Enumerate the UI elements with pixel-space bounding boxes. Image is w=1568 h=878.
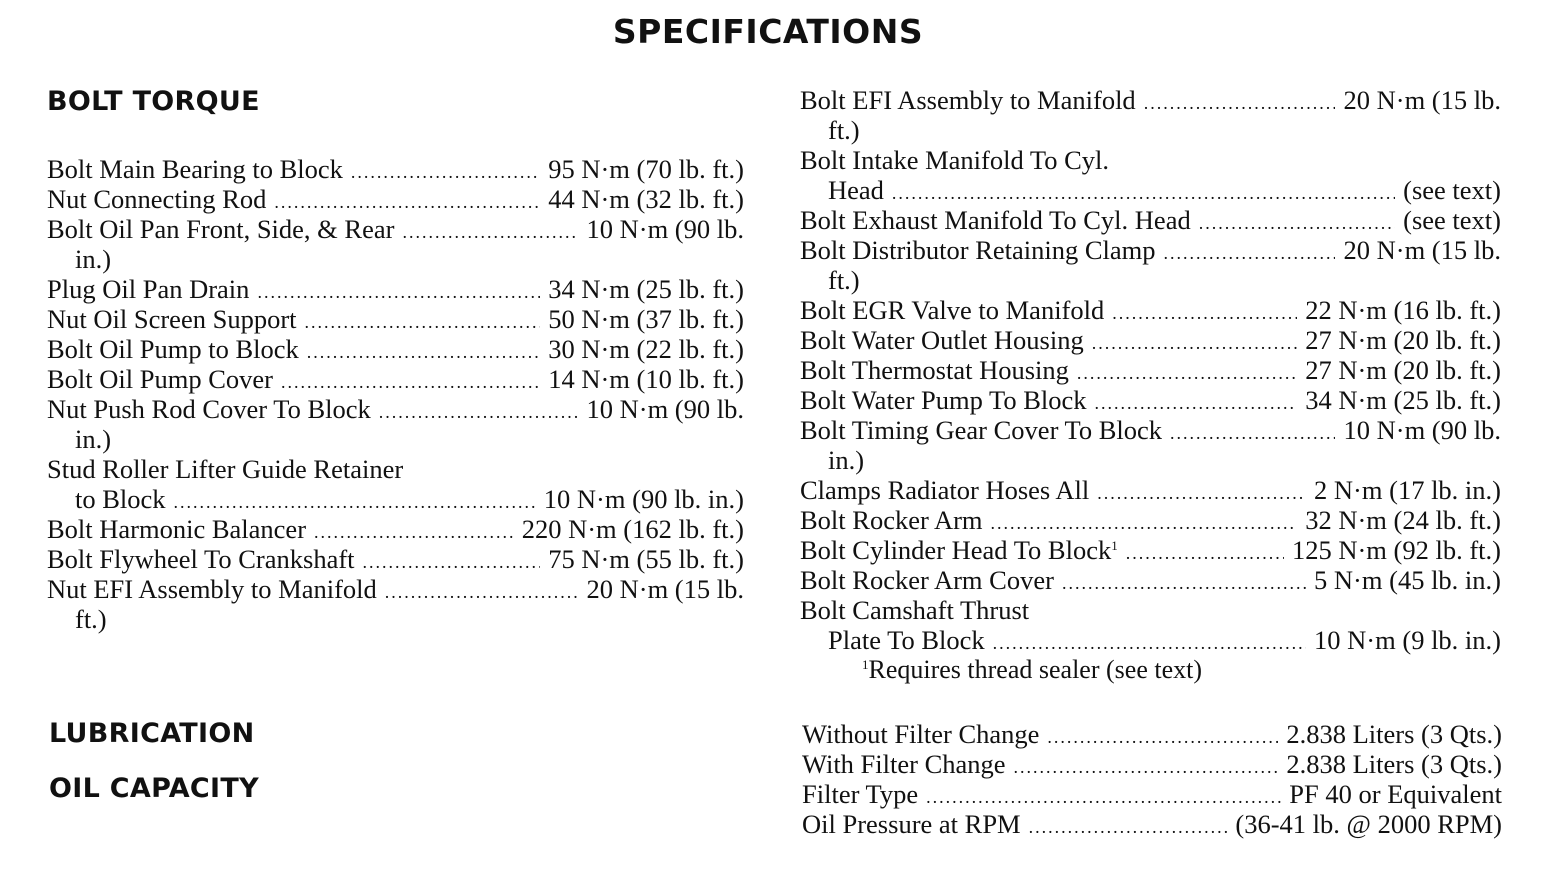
spec-label-text: Bolt Cylinder Head To Block <box>800 535 1112 565</box>
spec-label: Nut EFI Assembly to Manifold <box>47 574 377 604</box>
spec-value: 2.838 Liters (3 Qts.) <box>1286 749 1502 779</box>
spec-row <box>800 475 1501 505</box>
spec-label: Filter Type <box>802 779 919 809</box>
spec-value: (see text) <box>1403 205 1501 235</box>
spec-value: 20 N·m (15 lb. <box>1343 235 1501 265</box>
bolt-torque-heading: BOLT TORQUE <box>47 86 260 117</box>
spec-value: 10 N·m (90 lb. in.) <box>543 484 744 514</box>
spec-row <box>800 235 1501 265</box>
bolt-torque-left-column <box>47 154 744 634</box>
oil-capacity-column <box>802 719 1502 839</box>
spec-row <box>800 205 1501 235</box>
leader-dots <box>991 508 1298 538</box>
footnote <box>800 655 1501 685</box>
leader-dots <box>1126 538 1284 568</box>
leader-dots <box>379 397 579 427</box>
spec-value: (36-41 lb. @ 2000 RPM) <box>1235 809 1502 839</box>
leader-dots <box>926 782 1281 812</box>
spec-value-continuation: in.) <box>75 424 112 454</box>
leader-dots <box>1014 752 1279 782</box>
spec-value: 20 N·m (15 lb. <box>1343 85 1501 115</box>
spec-row <box>47 574 744 604</box>
leader-dots <box>1199 208 1395 238</box>
spec-row <box>802 749 1502 779</box>
spec-value: PF 40 or Equivalent <box>1289 779 1502 809</box>
spec-label: Bolt EGR Valve to Manifold <box>800 295 1105 325</box>
spec-row <box>47 364 744 394</box>
leader-dots <box>351 157 540 187</box>
spec-label: Plug Oil Pan Drain <box>47 274 250 304</box>
spec-label-line: Bolt Camshaft Thrust <box>800 595 1030 625</box>
spec-value: 2 N·m (17 lb. in.) <box>1314 475 1501 505</box>
spec-label: Nut Oil Screen Support <box>47 304 297 334</box>
leader-dots <box>1077 358 1297 388</box>
spec-label: Nut Connecting Rod <box>47 184 267 214</box>
leader-dots <box>1097 478 1306 508</box>
spec-row <box>800 355 1501 385</box>
spec-label-line: Stud Roller Lifter Guide Retainer <box>47 454 404 484</box>
spec-row <box>800 385 1501 415</box>
leader-dots <box>1164 238 1336 268</box>
spec-value-continuation: ft.) <box>828 115 860 145</box>
leader-dots <box>174 487 536 517</box>
leader-dots <box>314 517 514 547</box>
leader-dots <box>1144 88 1336 118</box>
spec-row <box>47 334 744 364</box>
footnote-text: Requires thread sealer (see text) <box>868 655 1203 684</box>
spec-label: Bolt Oil Pump Cover <box>47 364 274 394</box>
spec-row <box>800 505 1501 535</box>
leader-dots <box>363 547 541 577</box>
spec-value: 220 N·m (162 lb. ft.) <box>521 514 744 544</box>
spec-value: 32 N·m (24 lb. ft.) <box>1305 505 1501 535</box>
spec-label: Bolt Oil Pump to Block <box>47 334 299 364</box>
spec-label: Head <box>828 175 884 205</box>
spec-value: 20 N·m (15 lb. <box>586 574 744 604</box>
spec-label: Bolt Oil Pan Front, Side, & Rear <box>47 214 395 244</box>
spec-value: 10 N·m (90 lb. <box>1343 415 1501 445</box>
spec-value-continuation: ft.) <box>75 604 107 634</box>
spec-label: Bolt Distributor Retaining Clamp <box>800 235 1156 265</box>
spec-row <box>800 625 1501 655</box>
spec-value: 10 N·m (90 lb. <box>586 214 744 244</box>
spec-value-continuation: ft.) <box>828 265 860 295</box>
spec-row <box>47 484 744 514</box>
spec-row <box>800 85 1501 115</box>
spec-label: Bolt Flywheel To Crankshaft <box>47 544 355 574</box>
spec-label: Bolt Main Bearing to Block <box>47 154 343 184</box>
spec-value: 34 N·m (25 lb. ft.) <box>548 274 744 304</box>
leader-dots <box>892 178 1395 208</box>
spec-label: Nut Push Rod Cover To Block <box>47 394 371 424</box>
spec-row <box>47 214 744 244</box>
spec-label: Bolt Rocker Arm <box>800 505 983 535</box>
leader-dots <box>1170 418 1335 448</box>
spec-row <box>802 809 1502 839</box>
leader-dots <box>385 577 579 607</box>
spec-value: 30 N·m (22 lb. ft.) <box>548 334 744 364</box>
leader-dots <box>1047 722 1278 752</box>
leader-dots <box>1112 298 1297 328</box>
spec-row <box>800 415 1501 445</box>
oil-capacity-heading: OIL CAPACITY <box>49 773 259 804</box>
leader-dots <box>305 307 541 337</box>
spec-label: Bolt Exhaust Manifold To Cyl. Head <box>800 205 1191 235</box>
spec-label: Oil Pressure at RPM <box>802 809 1021 839</box>
leader-dots <box>307 337 540 367</box>
spec-value: 44 N·m (32 lb. ft.) <box>548 184 744 214</box>
spec-value-continuation: in.) <box>75 244 112 274</box>
spec-label <box>800 535 1118 565</box>
lubrication-heading: LUBRICATION <box>49 718 255 749</box>
leader-dots <box>1029 812 1228 842</box>
spec-label: Bolt Water Outlet Housing <box>800 325 1084 355</box>
leader-dots <box>1062 568 1306 598</box>
spec-value: 2.838 Liters (3 Qts.) <box>1286 719 1502 749</box>
leader-dots <box>1092 328 1298 358</box>
spec-value: 10 N·m (9 lb. in.) <box>1314 625 1501 655</box>
spec-row <box>800 565 1501 595</box>
spec-row <box>47 304 744 334</box>
spec-row <box>47 274 744 304</box>
spec-label: Without Filter Change <box>802 719 1040 749</box>
spec-label-line: Bolt Intake Manifold To Cyl. <box>800 145 1110 175</box>
spec-value: 50 N·m (37 lb. ft.) <box>548 304 744 334</box>
leader-dots <box>281 367 540 397</box>
leader-dots <box>993 628 1306 658</box>
spec-label: Bolt Timing Gear Cover To Block <box>800 415 1163 445</box>
spec-label: Bolt EFI Assembly to Manifold <box>800 85 1136 115</box>
spec-value: 75 N·m (55 lb. ft.) <box>548 544 744 574</box>
spec-row <box>47 154 744 184</box>
leader-dots <box>257 277 540 307</box>
spec-row <box>47 544 744 574</box>
spec-label: Bolt Water Pump To Block <box>800 385 1087 415</box>
footnote-marker: 1 <box>862 657 869 672</box>
page-title: SPECIFICATIONS <box>612 12 924 51</box>
spec-row <box>800 325 1501 355</box>
footnote-marker: 1 <box>1111 538 1118 553</box>
spec-value: 95 N·m (70 lb. ft.) <box>548 154 744 184</box>
spec-value: (see text) <box>1403 175 1501 205</box>
spec-value: 10 N·m (90 lb. <box>586 394 744 424</box>
spec-value: 27 N·m (20 lb. ft.) <box>1305 325 1501 355</box>
spec-label: Bolt Harmonic Balancer <box>47 514 307 544</box>
spec-label: to Block <box>75 484 166 514</box>
bolt-torque-right-column <box>800 85 1501 685</box>
spec-value-continuation: in.) <box>828 445 865 475</box>
spec-value: 22 N·m (16 lb. ft.) <box>1305 295 1501 325</box>
spec-row <box>802 719 1502 749</box>
spec-row <box>47 514 744 544</box>
spec-value: 27 N·m (20 lb. ft.) <box>1305 355 1501 385</box>
spec-value: 34 N·m (25 lb. ft.) <box>1305 385 1501 415</box>
spec-label: Plate To Block <box>828 625 985 655</box>
spec-value: 14 N·m (10 lb. ft.) <box>548 364 744 394</box>
spec-label: Clamps Radiator Hoses All <box>800 475 1090 505</box>
spec-row <box>802 779 1502 809</box>
leader-dots <box>1095 388 1298 418</box>
leader-dots <box>274 187 540 217</box>
spec-label: With Filter Change <box>802 749 1006 779</box>
spec-row <box>800 295 1501 325</box>
spec-row <box>47 184 744 214</box>
spec-value: 5 N·m (45 lb. in.) <box>1314 565 1501 595</box>
spec-row <box>800 535 1501 565</box>
spec-row <box>47 394 744 424</box>
spec-value: 125 N·m (92 lb. ft.) <box>1291 535 1501 565</box>
spec-row <box>800 175 1501 205</box>
spec-label: Bolt Rocker Arm Cover <box>800 565 1054 595</box>
spec-label: Bolt Thermostat Housing <box>800 355 1069 385</box>
leader-dots <box>402 217 578 247</box>
